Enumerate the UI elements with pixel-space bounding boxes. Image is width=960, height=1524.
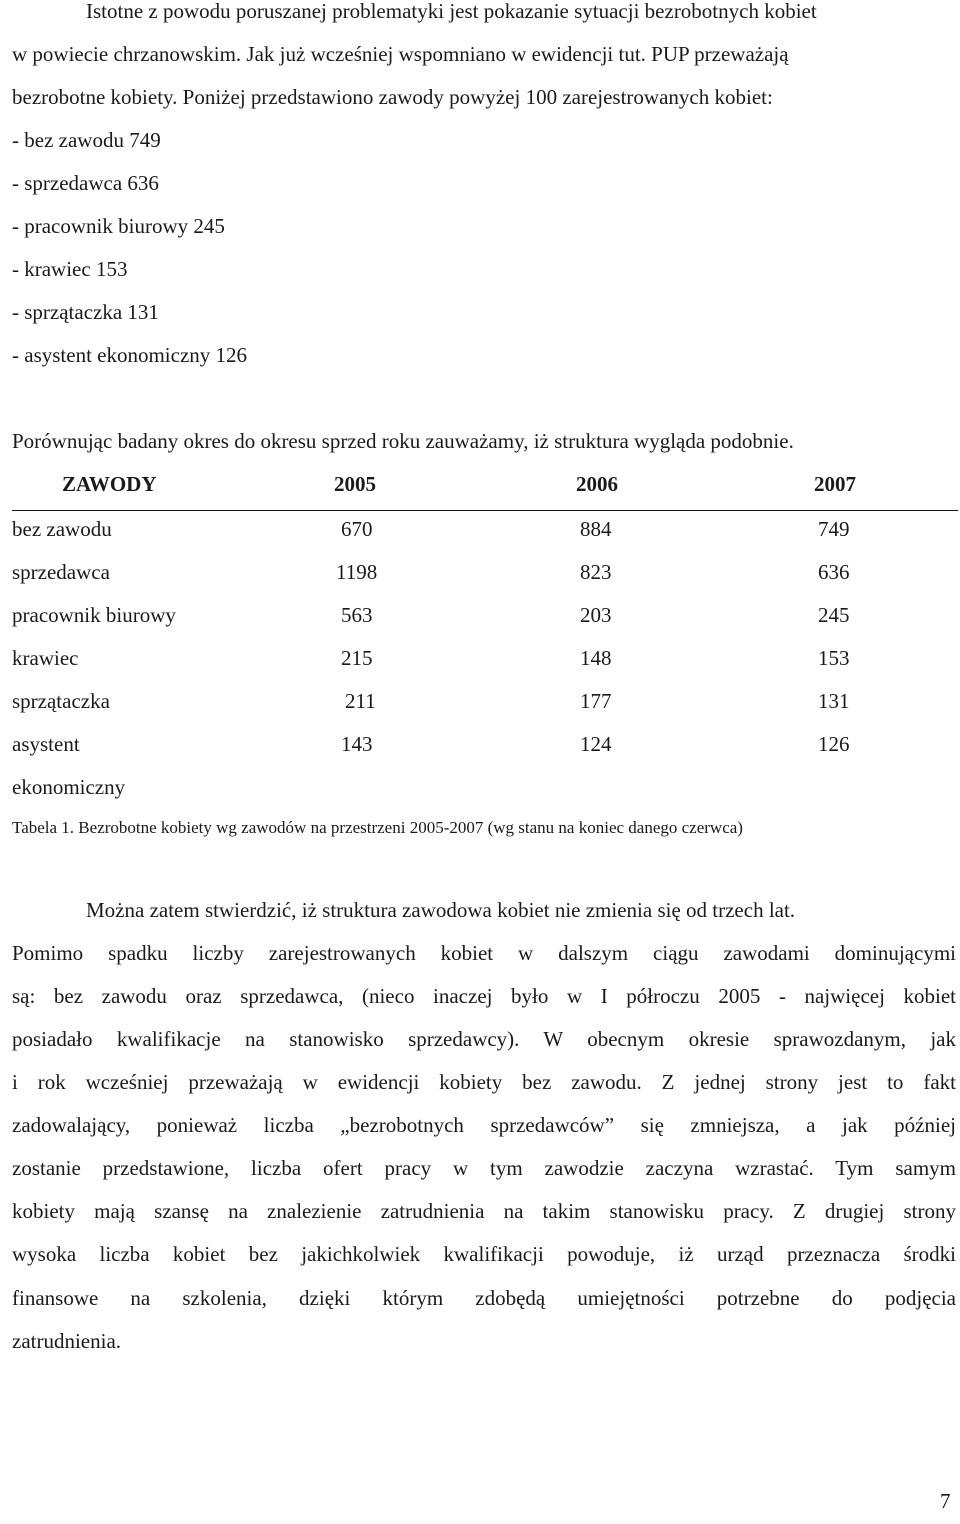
list-item: - sprzedawca 636 [12, 171, 159, 195]
intro-line-2: w powiecie chrzanowskim. Jak już wcześniej wspomniano w ewidencji tut. PUP przeważają [12, 42, 789, 66]
cell-2007: 749 [818, 517, 850, 541]
cell-2006: 884 [580, 517, 612, 541]
table-header-occupation: ZAWODY [62, 472, 157, 496]
row-label: krawiec [12, 646, 79, 670]
cell-2005: 563 [341, 603, 373, 627]
row-label: sprzątaczka [12, 689, 110, 713]
body-line: Pomimo spadku liczby zarejestrowanych kobiet w dalszym ciągu zawodami dominującymi [12, 941, 956, 965]
body-line: są: bez zawodu oraz sprzedawca, (nieco inaczej było w I półroczu 2005 - najwięcej kobiet [12, 984, 956, 1008]
cell-2007: 153 [818, 646, 850, 670]
cell-2007: 131 [818, 689, 850, 713]
body-line: zatrudnienia. [12, 1329, 122, 1353]
cell-2005: 215 [341, 646, 373, 670]
body-line: Można zatem stwierdzić, iż struktura zawodowa kobiet nie zmienia się od trzech lat. [86, 898, 796, 922]
body-line: zadowalający, ponieważ liczba „bezrobotnych sprzedawców” się zmniejsza, a jak później [12, 1113, 956, 1137]
cell-2006: 177 [580, 689, 612, 713]
cell-2007: 636 [818, 560, 850, 584]
list-item: - bez zawodu 749 [12, 128, 161, 152]
cell-2007: 245 [818, 603, 850, 627]
page-number: 7 [940, 1489, 951, 1513]
list-item: - sprzątaczka 131 [12, 300, 159, 324]
cell-2006: 124 [580, 732, 612, 756]
body-line: posiadało kwalifikacje na stanowisko sprzedawcy). W obecnym okresie sprawozdanym, jak [12, 1027, 956, 1051]
table-header-rule [12, 510, 958, 511]
table-caption: Tabela 1. Bezrobotne kobiety wg zawodów na przestrzeni 2005-2007 (wg stanu na koniec danego czerwca) [12, 818, 743, 837]
table-header-2005: 2005 [334, 472, 376, 496]
table-header-2007: 2007 [814, 472, 856, 496]
cell-2005: 670 [341, 517, 373, 541]
intro-line-3: bezrobotne kobiety. Poniżej przedstawiono zawody powyżej 100 zarejestrowanych kobiet: [12, 85, 773, 109]
body-line: zostanie przedstawione, liczba ofert pracy w tym zawodzie zaczyna wzrastać. Tym samym [12, 1156, 956, 1180]
table-header-2006: 2006 [576, 472, 618, 496]
row-label-continued: ekonomiczny [12, 775, 126, 799]
compare-text: Porównując badany okres do okresu sprzed roku zauważamy, iż struktura wygląda podobnie. [12, 429, 794, 453]
cell-2007: 126 [818, 732, 850, 756]
body-line: kobiety mają szansę na znalezienie zatrudnienia na takim stanowisku pracy. Z drugiej strony [12, 1199, 956, 1223]
body-line: wysoka liczba kobiet bez jakichkolwiek kwalifikacji powoduje, iż urząd przeznacza środki [12, 1242, 956, 1266]
intro-line-1: Istotne z powodu poruszanej problematyki jest pokazanie sytuacji bezrobotnych kobiet [86, 0, 817, 23]
cell-2005: 211 [345, 689, 376, 713]
cell-2005: 143 [341, 732, 373, 756]
body-line: finansowe na szkolenia, dzięki którym zdobędą umiejętności potrzebne do podjęcia [12, 1286, 956, 1310]
cell-2006: 148 [580, 646, 612, 670]
row-label: pracownik biurowy [12, 603, 176, 627]
list-item: - asystent ekonomiczny 126 [12, 343, 248, 367]
cell-2006: 203 [580, 603, 612, 627]
row-label: sprzedawca [12, 560, 110, 584]
list-item: - pracownik biurowy 245 [12, 214, 225, 238]
cell-2005: 1198 [336, 560, 378, 584]
row-label: bez zawodu [12, 517, 112, 541]
list-item: - krawiec 153 [12, 257, 128, 281]
body-line: i rok wcześniej przeważają w ewidencji kobiety bez zawodu. Z jednej strony jest to fakt [12, 1070, 956, 1094]
row-label: asystent [12, 732, 80, 756]
cell-2006: 823 [580, 560, 612, 584]
